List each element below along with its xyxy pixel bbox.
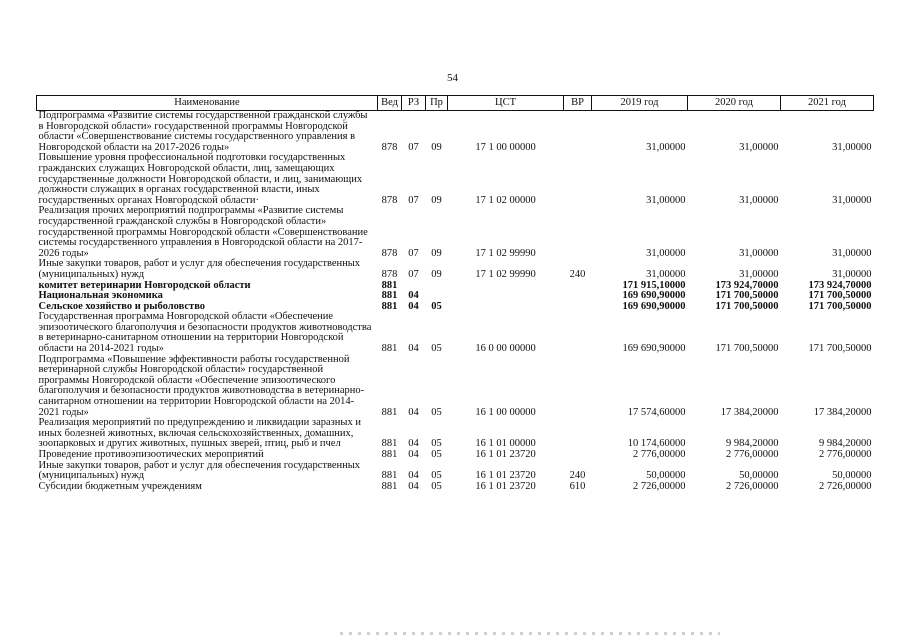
cell-cst: 17 1 02 99990 bbox=[475, 268, 536, 280]
cell-2021: 2 726,00000 bbox=[819, 480, 872, 492]
table-body bbox=[37, 111, 874, 493]
table-row bbox=[37, 450, 874, 461]
cell-2020: 17 384,20000 bbox=[720, 406, 779, 418]
cell-pr: 05 bbox=[431, 343, 442, 355]
table-header-row bbox=[37, 96, 874, 111]
cell-vr: 240 bbox=[569, 268, 586, 280]
cell-pr: 05 bbox=[431, 406, 442, 418]
cell-vr: 610 bbox=[569, 480, 586, 492]
cell-2019: 10 174,60000 bbox=[627, 438, 686, 450]
cell-name: Повышение уровня профессиональной подготовки государственных гражданских служащих Новгородской области, лиц, замещающих государственные должности Новгородской области, и лиц, занимающих должности служащих в органах государственной власти, иных государственных органах Новгородской области· bbox=[38, 152, 363, 206]
header-2020: 2020 год bbox=[688, 96, 781, 111]
cell-2019: 17 574,60000 bbox=[627, 406, 686, 418]
header-pr: Пр bbox=[426, 96, 448, 111]
cell-ved: 881 bbox=[381, 449, 398, 460]
header-vr: ВР bbox=[564, 96, 592, 111]
cell-rz: 04 bbox=[408, 438, 419, 450]
cell-2021: 31,00000 bbox=[832, 247, 872, 259]
cell-cst: 16 0 00 00000 bbox=[475, 343, 536, 355]
cell-rz: 04 bbox=[408, 343, 419, 355]
cell-2019: 31,00000 bbox=[646, 268, 686, 280]
cell-cst bbox=[448, 291, 564, 302]
cell-2020: 31,00000 bbox=[739, 268, 779, 280]
header-cst: ЦСТ bbox=[448, 96, 564, 111]
cell-cst: 16 1 00 00000 bbox=[475, 406, 536, 418]
table-row bbox=[37, 418, 874, 450]
cell-cst bbox=[448, 281, 564, 292]
cell-rz: 07 bbox=[408, 268, 419, 280]
cell-vr bbox=[564, 312, 592, 354]
cell-rz: 04 bbox=[408, 300, 419, 312]
cell-name: Реализация мероприятий по предупреждению и ликвидации заразных и иных болезней животных, включая сельскохозяйственных, домашних, зоопарковых и других животных, пушных зверей, птиц, рыб и пчел bbox=[38, 417, 361, 450]
cell-name: Иные закупки товаров, работ и услуг для обеспечения государственных (муниципальных) нужд bbox=[38, 459, 361, 482]
scan-artifact-line bbox=[340, 632, 720, 635]
cell-2021: 171 700,50000 bbox=[808, 300, 872, 312]
table-row bbox=[37, 259, 874, 280]
cell-pr: 09 bbox=[431, 247, 442, 259]
table-row bbox=[37, 461, 874, 482]
cell-2019: 2 776,00000 bbox=[633, 449, 686, 460]
cell-pr: 05 bbox=[431, 300, 442, 312]
cell-2019: 50,00000 bbox=[646, 470, 686, 482]
cell-rz: 04 bbox=[408, 406, 419, 418]
cell-vr bbox=[564, 111, 592, 154]
cell-name: Государственная программа Новгородской области «Обеспечение эпизоотического благополучия и безопасности продуктов животноводства в ветеринарно-санитарном отношении на территории Новгородской области на 2014-2021 годы» bbox=[38, 311, 372, 355]
table-row bbox=[37, 312, 874, 354]
cell-cst bbox=[448, 302, 564, 313]
cell-2020: 31,00000 bbox=[739, 141, 779, 153]
table-row bbox=[37, 111, 874, 154]
cell-pr: 05 bbox=[431, 470, 442, 482]
cell-cst: 16 1 01 23720 bbox=[475, 480, 536, 492]
cell-name: Проведение противоэпизоотических мероприятий bbox=[38, 449, 264, 460]
cell-2021: 17 384,20000 bbox=[813, 406, 872, 418]
cell-2019: 2 726,00000 bbox=[633, 480, 686, 492]
cell-pr: 09 bbox=[431, 141, 442, 153]
cell-rz: 07 bbox=[408, 194, 419, 206]
cell-2020: 171 700,50000 bbox=[715, 300, 779, 312]
cell-2020: 2 776,00000 bbox=[726, 449, 779, 460]
cell-2019: 31,00000 bbox=[646, 194, 686, 206]
cell-2021: 31,00000 bbox=[832, 141, 872, 153]
cell-cst: 17 1 02 99990 bbox=[475, 247, 536, 259]
table-row bbox=[37, 355, 874, 419]
header-2021: 2021 год bbox=[781, 96, 874, 111]
cell-name: комитет ветеринарии Новгородской области bbox=[38, 279, 251, 291]
cell-name: Субсидии бюджетным учреждениям bbox=[38, 480, 202, 492]
cell-2019: 169 690,90000 bbox=[622, 290, 686, 302]
cell-pr: 09 bbox=[431, 194, 442, 206]
header-ved: Вед bbox=[378, 96, 402, 111]
cell-ved: 878 bbox=[381, 247, 398, 259]
cell-cst: 16 1 01 23720 bbox=[475, 470, 536, 482]
cell-vr bbox=[564, 418, 592, 450]
cell-rz: 07 bbox=[408, 141, 419, 153]
cell-ved: 881 bbox=[381, 279, 398, 291]
cell-name: Подпрограмма «Повышение эффективности работы государственной ветеринарной службы Новгородской области» государственной программы Новгородской области «Обеспечение эпизоотического благополучия и безопасности продуктов животноводства в ветеринарно-санитарном отношении на территории Новгородской области на 2014-2021 годы» bbox=[38, 353, 365, 418]
cell-vr bbox=[564, 281, 592, 292]
cell-cst: 17 1 00 00000 bbox=[475, 141, 536, 153]
cell-pr: 09 bbox=[431, 268, 442, 280]
cell-vr bbox=[564, 206, 592, 259]
cell-2020: 31,00000 bbox=[739, 194, 779, 206]
cell-name: Подпрограмма «Развитие системы государственной гражданской службы в Новгородской области» государственной программы Новгородской области «Совершенствование системы государственного управления в Новгородской области на 2017-2026 годы» bbox=[38, 110, 368, 153]
cell-cst: 16 1 01 23720 bbox=[475, 449, 536, 460]
cell-name: Сельское хозяйство и рыболовство bbox=[38, 300, 206, 312]
cell-2020: 2 726,00000 bbox=[726, 480, 779, 492]
cell-vr bbox=[564, 302, 592, 313]
cell-vr bbox=[564, 355, 592, 419]
cell-2021: 171 700,50000 bbox=[808, 343, 872, 355]
header-2019: 2019 год bbox=[592, 96, 688, 111]
cell-2021: 9 984,20000 bbox=[819, 438, 872, 450]
cell-ved: 881 bbox=[381, 438, 398, 450]
cell-2021: 31,00000 bbox=[832, 194, 872, 206]
cell-2019: 171 915,10000 bbox=[622, 279, 686, 291]
cell-2020: 31,00000 bbox=[739, 247, 779, 259]
cell-2021: 50,00000 bbox=[832, 470, 872, 482]
header-rz: РЗ bbox=[402, 96, 426, 111]
cell-rz: 04 bbox=[408, 449, 419, 460]
cell-pr bbox=[426, 281, 448, 292]
cell-ved: 881 bbox=[381, 343, 398, 355]
cell-pr: 05 bbox=[431, 438, 442, 450]
cell-2019: 31,00000 bbox=[646, 141, 686, 153]
cell-ved: 881 bbox=[381, 470, 398, 482]
cell-ved: 881 bbox=[381, 300, 398, 312]
table-row bbox=[37, 153, 874, 206]
cell-rz: 04 bbox=[408, 290, 419, 302]
cell-ved: 881 bbox=[381, 406, 398, 418]
cell-2021: 171 700,50000 bbox=[808, 290, 872, 302]
cell-name: Реализация прочих мероприятий подпрограммы «Развитие системы государственной гражданской службы в Новгородской области» государственной программы Новгородской области «Совершенствование системы государственного управления в Новгородской области на 2017-2026 годы» bbox=[38, 205, 368, 259]
cell-cst: 17 1 02 00000 bbox=[475, 194, 536, 206]
cell-name: Иные закупки товаров, работ и услуг для обеспечения государственных (муниципальных) нужд bbox=[38, 258, 361, 280]
cell-ved: 878 bbox=[381, 268, 398, 280]
cell-vr bbox=[564, 450, 592, 461]
cell-2019: 31,00000 bbox=[646, 247, 686, 259]
cell-cst: 16 1 01 00000 bbox=[475, 438, 536, 450]
cell-ved: 878 bbox=[381, 141, 398, 153]
header-name: Наименование bbox=[37, 96, 378, 111]
cell-ved: 881 bbox=[381, 290, 398, 302]
cell-2019: 169 690,90000 bbox=[622, 343, 686, 355]
cell-rz: 07 bbox=[408, 247, 419, 259]
cell-ved: 878 bbox=[381, 194, 398, 206]
cell-2021: 2 776,00000 bbox=[819, 449, 872, 460]
cell-vr bbox=[564, 291, 592, 302]
budget-table bbox=[36, 95, 874, 492]
cell-2020: 9 984,20000 bbox=[726, 438, 779, 450]
table-row bbox=[37, 482, 874, 493]
cell-ved: 881 bbox=[381, 480, 398, 492]
cell-rz: 04 bbox=[408, 480, 419, 492]
cell-pr: 05 bbox=[431, 449, 442, 460]
cell-pr: 05 bbox=[431, 480, 442, 492]
cell-vr: 240 bbox=[569, 470, 586, 482]
cell-rz: 04 bbox=[408, 470, 419, 482]
cell-2020: 171 700,50000 bbox=[715, 290, 779, 302]
cell-name: Национальная экономика bbox=[38, 290, 163, 302]
cell-2019: 169 690,90000 bbox=[622, 300, 686, 312]
cell-vr bbox=[564, 153, 592, 206]
table-row bbox=[37, 206, 874, 259]
cell-2020: 50,00000 bbox=[739, 470, 779, 482]
cell-2021: 31,00000 bbox=[832, 268, 872, 280]
page-number: 54 bbox=[447, 72, 458, 84]
cell-2021: 173 924,70000 bbox=[808, 279, 872, 291]
cell-2020: 173 924,70000 bbox=[715, 279, 779, 291]
cell-2020: 171 700,50000 bbox=[715, 343, 779, 355]
